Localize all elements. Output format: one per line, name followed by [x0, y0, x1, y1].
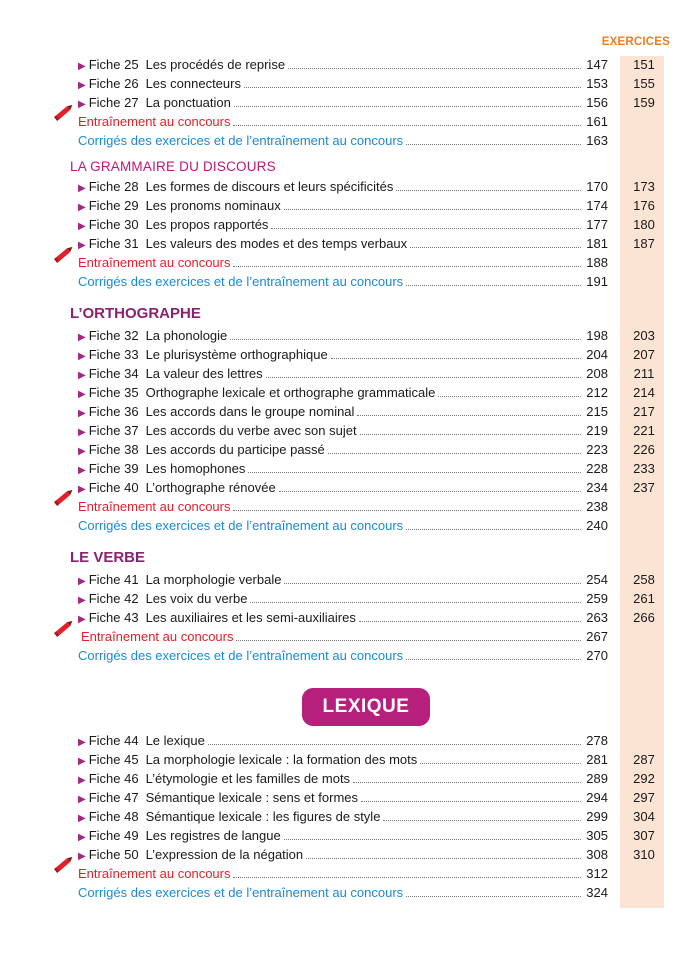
bullet-triangle-icon: ▶ — [78, 576, 86, 587]
bullet-triangle-icon: ▶ — [78, 240, 86, 251]
exercise-page: 310 — [633, 847, 655, 862]
bullet-triangle-icon: ▶ — [78, 332, 86, 343]
exercise-page: 258 — [633, 572, 655, 587]
bullet-triangle-icon: ▶ — [78, 465, 86, 476]
bullet-triangle-icon: ▶ — [78, 80, 86, 91]
exercise-page: 217 — [633, 404, 655, 419]
section-heading-orthographe: L’ORTHOGRAPHE — [70, 305, 201, 322]
bullet-triangle-icon: ▶ — [78, 832, 86, 843]
toc-fiche-row[interactable]: ▶ Fiche 40 L’orthographe rénovée 234 237 — [78, 479, 608, 497]
bullet-triangle-icon: ▶ — [78, 813, 86, 824]
training-row[interactable]: Entraînement au concours 238 — [78, 499, 608, 514]
corrections-row[interactable]: Corrigés des exercices et de l’entraînement au concours 270 — [78, 648, 608, 663]
training-row[interactable]: Entraînement au concours 188 — [78, 255, 608, 270]
bullet-triangle-icon: ▶ — [78, 446, 86, 457]
exercise-page: 180 — [633, 217, 655, 232]
exercise-page: 214 — [633, 385, 655, 400]
exercise-page: 266 — [633, 610, 655, 625]
toc-fiche-row[interactable]: ▶ Fiche 27 La ponctuation 156 159 — [78, 94, 608, 112]
bullet-triangle-icon: ▶ — [78, 427, 86, 438]
toc-fiche-row[interactable]: ▶ Fiche 26 Les connecteurs 153 155 — [78, 75, 608, 93]
pencil-icon — [52, 245, 76, 263]
toc-fiche-row[interactable]: ▶ Fiche 48 Sémantique lexicale : les figures de style 299 304 — [78, 808, 608, 826]
exercise-page: 307 — [633, 828, 655, 843]
bullet-triangle-icon: ▶ — [78, 221, 86, 232]
bullet-triangle-icon: ▶ — [78, 202, 86, 213]
pencil-icon — [52, 855, 76, 873]
bullet-triangle-icon: ▶ — [78, 794, 86, 805]
bullet-triangle-icon: ▶ — [78, 737, 86, 748]
toc-fiche-row[interactable]: ▶ Fiche 41 La morphologie verbale 254 258 — [78, 571, 608, 589]
toc-fiche-row[interactable]: ▶ Fiche 29 Les pronoms nominaux 174 176 — [78, 197, 608, 215]
toc-fiche-row[interactable]: ▶ Fiche 46 L’étymologie et les familles de mots 289 292 — [78, 770, 608, 788]
bullet-triangle-icon: ▶ — [78, 614, 86, 625]
exercise-page: 187 — [633, 236, 655, 251]
toc-fiche-row[interactable]: ▶ Fiche 42 Les voix du verbe 259 261 — [78, 590, 608, 608]
bullet-triangle-icon: ▶ — [78, 61, 86, 72]
toc-fiche-row[interactable]: ▶ Fiche 38 Les accords du participe passé 223 226 — [78, 441, 608, 459]
exercise-page: 226 — [633, 442, 655, 457]
pencil-icon — [52, 488, 76, 506]
toc-fiche-row[interactable]: ▶ Fiche 39 Les homophones 228 233 — [78, 460, 608, 478]
toc-fiche-row[interactable]: ▶ Fiche 36 Les accords dans le groupe nominal 215 217 — [78, 403, 608, 421]
bullet-triangle-icon: ▶ — [78, 484, 86, 495]
toc-fiche-row[interactable]: ▶ Fiche 44 Le lexique 278 — [78, 733, 608, 748]
bullet-triangle-icon: ▶ — [78, 595, 86, 606]
toc-fiche-row[interactable]: ▶ Fiche 37 Les accords du verbe avec son sujet 219 221 — [78, 422, 608, 440]
exercise-page: 155 — [633, 76, 655, 91]
toc-fiche-row[interactable]: ▶ Fiche 49 Les registres de langue 305 307 — [78, 827, 608, 845]
exercise-page: 237 — [633, 480, 655, 495]
exercise-page: 261 — [633, 591, 655, 606]
toc-fiche-row[interactable]: ▶ Fiche 50 L’expression de la négation 308 310 — [78, 846, 608, 864]
exercise-page: 207 — [633, 347, 655, 362]
pencil-icon — [52, 103, 76, 121]
bullet-triangle-icon: ▶ — [78, 851, 86, 862]
training-row[interactable]: Entraînement au concours 161 — [78, 114, 608, 129]
toc-fiche-row[interactable]: ▶ Fiche 47 Sémantique lexicale : sens et formes 294 297 — [78, 789, 608, 807]
exercise-page: 297 — [633, 790, 655, 805]
bullet-triangle-icon: ▶ — [78, 99, 86, 110]
bullet-triangle-icon: ▶ — [78, 408, 86, 419]
corrections-row[interactable]: Corrigés des exercices et de l’entraînement au concours 324 — [78, 885, 608, 900]
exercise-page: 233 — [633, 461, 655, 476]
corrections-row[interactable]: Corrigés des exercices et de l’entraînement au concours 240 — [78, 518, 608, 533]
exercise-page: 173 — [633, 179, 655, 194]
exercise-page: 151 — [633, 57, 655, 72]
toc-fiche-row[interactable]: ▶ Fiche 28 Les formes de discours et leurs spécificités 170 173 — [78, 178, 608, 196]
toc-fiche-row[interactable]: ▶ Fiche 45 La morphologie lexicale : la formation des mots 281 287 — [78, 751, 608, 769]
exercise-page: 203 — [633, 328, 655, 343]
exercise-page: 287 — [633, 752, 655, 767]
toc-fiche-row[interactable]: ▶ Fiche 35 Orthographe lexicale et orthographe grammaticale 212 214 — [78, 384, 608, 402]
toc-fiche-row[interactable]: ▶ Fiche 33 Le plurisystème orthographique 204 207 — [78, 346, 608, 364]
corrections-row[interactable]: Corrigés des exercices et de l’entraînement au concours 191 — [78, 274, 608, 289]
exercise-page: 221 — [633, 423, 655, 438]
training-row[interactable]: Entraînement au concours 267 — [81, 629, 608, 644]
corrections-row[interactable]: Corrigés des exercices et de l’entraînement au concours 163 — [78, 133, 608, 148]
toc-fiche-row[interactable]: ▶ Fiche 30 Les propos rapportés 177 180 — [78, 216, 608, 234]
exercise-page: 304 — [633, 809, 655, 824]
section-badge-lexique: LEXIQUE — [302, 688, 430, 726]
exercises-column-header: EXERCICES — [601, 36, 670, 48]
bullet-triangle-icon: ▶ — [78, 775, 86, 786]
exercise-page: 176 — [633, 198, 655, 213]
toc-fiche-row[interactable]: ▶ Fiche 43 Les auxiliaires et les semi-auxiliaires 263 266 — [78, 609, 608, 627]
toc-fiche-row[interactable]: ▶ Fiche 34 La valeur des lettres 208 211 — [78, 365, 608, 383]
pencil-icon — [52, 619, 76, 637]
bullet-triangle-icon: ▶ — [78, 756, 86, 767]
exercise-page: 211 — [633, 366, 655, 381]
bullet-triangle-icon: ▶ — [78, 351, 86, 362]
toc-fiche-row[interactable]: ▶ Fiche 32 La phonologie 198 203 — [78, 327, 608, 345]
bullet-triangle-icon: ▶ — [78, 370, 86, 381]
exercise-page: 159 — [633, 95, 655, 110]
toc-fiche-row[interactable]: ▶ Fiche 31 Les valeurs des modes et des temps verbaux 181 187 — [78, 235, 608, 253]
toc-fiche-row[interactable]: ▶ Fiche 25 Les procédés de reprise 147 151 — [78, 56, 608, 74]
bullet-triangle-icon: ▶ — [78, 389, 86, 400]
exercise-page: 292 — [633, 771, 655, 786]
section-heading-grammaire-discours: LA GRAMMAIRE DU DISCOURS — [70, 159, 276, 174]
training-row[interactable]: Entraînement au concours 312 — [78, 866, 608, 881]
section-heading-verbe: LE VERBE — [70, 549, 146, 566]
bullet-triangle-icon: ▶ — [78, 183, 86, 194]
